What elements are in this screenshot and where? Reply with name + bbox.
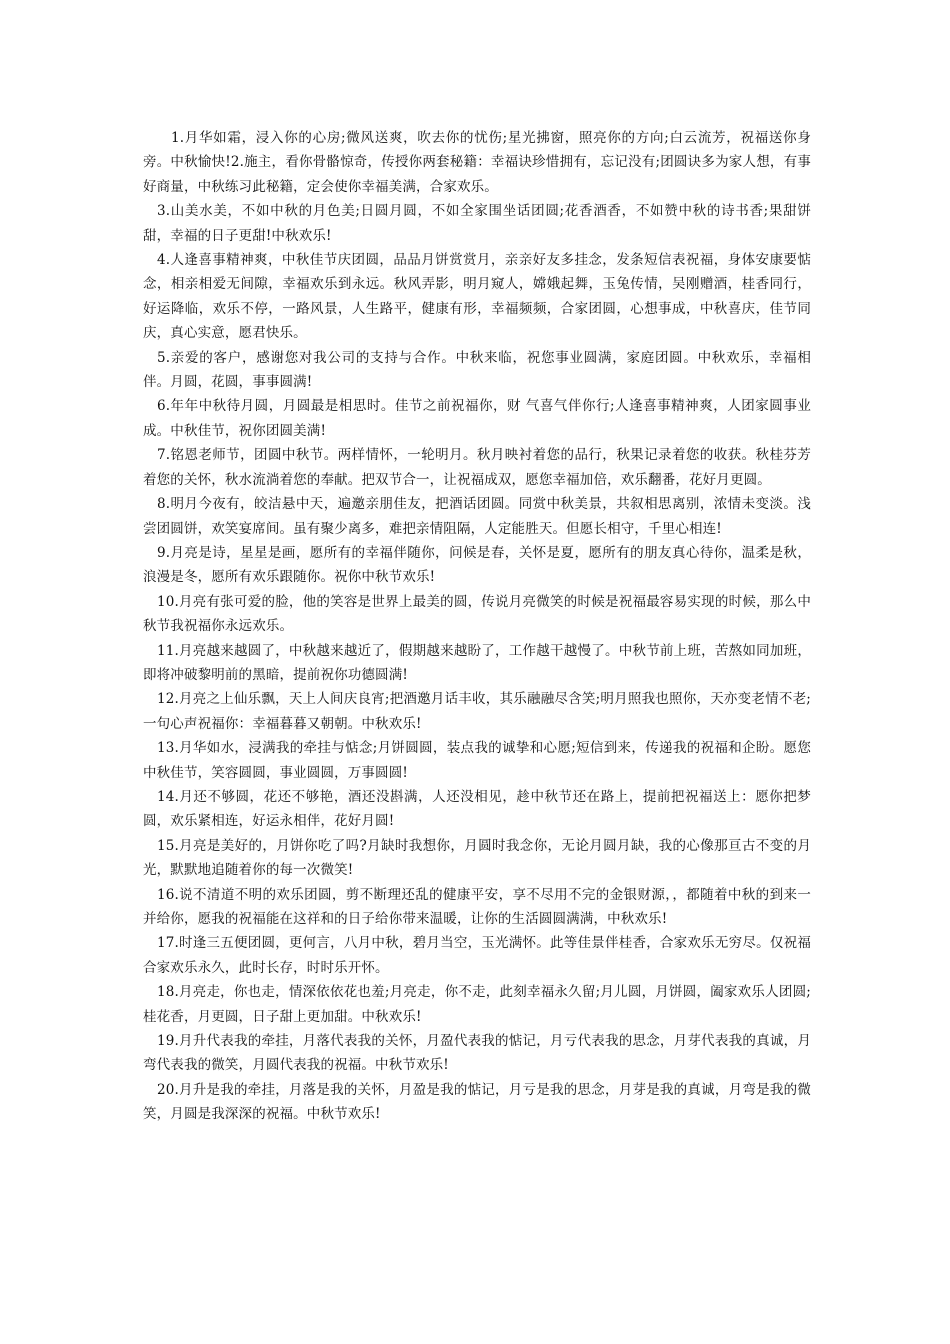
paragraph-3: 3.山美水美，不如中秋的月色美;日圆月圆，不如全家围坐话团圆;花香酒香，不如赞中秋的诗书香;果甜饼甜，幸福的日子更甜!中秋欢乐!: [143, 203, 811, 244]
paragraph-20: 20.月升是我的牵挂，月落是我的关怀，月盈是我的惦记，月亏是我的思念，月芽是我的真诚，月弯是我的微笑，月圆是我深深的祝福。中秋节欢乐!: [143, 1081, 811, 1123]
paragraph-4: 4.人逢喜事精神爽，中秋佳节庆团圆，品品月饼赏赏月，亲亲好友多挂念，发条短信表祝福，身体安康要惦念，相亲相爱无间隙，幸福欢乐到永远。秋风弄影，明月窥人，嫦娥起舞，玉兔传情，吴刚赠酒，桂香同行，好运降临，欢乐不停，一路风景，人生路平，健康有形，幸福频频，合家团圆，心想事成，中秋喜庆，佳节同庆，真心实意，愿君快乐。: [143, 252, 811, 342]
paragraph-10: 10.月亮有张可爱的脸，他的笑容是世界上最美的圆，传说月亮微笑的时候是祝福最容易实现的时候，那么中秋节我祝福你永远欢乐。: [143, 593, 811, 635]
paragraph-11: 11.月亮越来越圆了，中秋越来越近了，假期越来越盼了，工作越干越慢了。中秋节前上班，苦熬如同加班，即将冲破黎明前的黑暗，提前祝你功德圆满!: [143, 642, 811, 683]
paragraph-1: 1.月华如霜，浸入你的心房;微风送爽，吹去你的忧伤;星光拂窗，照亮你的方向;白云流芳，祝福送你身旁。中秋愉快!2.施主，看你骨骼惊奇，传授你两套秘籍：幸福诀珍惜拥有，忘记没有;团圆诀多为家人想，有事好商量，中秋练习此秘籍，定会使你幸福美满，合家欢乐。: [143, 130, 811, 195]
paragraph-16: 16.说不清道不明的欢乐团圆，剪不断理还乱的健康平安，享不尽用不完的金银财源，，都随着中秋的到来一并给你，愿我的祝福能在这祥和的日子给你带来温暖，让你的生活圆圆满满，中秋欢乐!: [143, 886, 811, 927]
paragraph-19: 19.月升代表我的牵挂，月落代表我的关怀，月盈代表我的惦记，月亏代表我的思念，月芽代表我的真诚，月弯代表我的微笑，月圆代表我的祝福。中秋节欢乐!: [143, 1033, 811, 1074]
paragraph-5: 5.亲爱的客户，感谢您对我公司的支持与合作。中秋来临，祝您事业圆满，家庭团圆。中秋欢乐，幸福相伴。月圆，花圆，事事圆满!: [143, 349, 811, 391]
paragraph-17: 17.时逢三五便团圆，更何言，八月中秋，碧月当空，玉光满怀。此等佳景伴桂香，合家欢乐无穷尽。仅祝福合家欢乐永久，此时长存，时时乐开怀。: [143, 935, 811, 976]
paragraph-9: 9.月亮是诗，星星是画，愿所有的幸福伴随你，问候是春，关怀是夏，愿所有的朋友真心待你，温柔是秋，浪漫是冬，愿所有欢乐跟随你。祝你中秋节欢乐!: [143, 544, 811, 586]
paragraph-8: 8.明月今夜有，皎洁悬中天，遍邀亲朋佳友，把酒话团圆。同赏中秋美景，共叙相思离别，浓情未变淡。浅尝团圆饼，欢笑宴席间。虽有聚少离多，难把亲情阻隔，人定能胜天。但愿长相守，千里心相连!: [143, 496, 811, 537]
paragraph-15: 15.月亮是美好的，月饼你吃了吗?月缺时我想你，月圆时我念你，无论月圆月缺，我的心像那亘古不变的月光，默默地追随着你的每一次微笑!: [143, 837, 811, 879]
paragraph-12: 12.月亮之上仙乐飘，天上人间庆良宵;把酒邀月话丰收，其乐融融尽含笑;明月照我也照你，天亦变老情不老;一句心声祝福你：幸福暮暮又朝朝。中秋欢乐!: [143, 691, 811, 732]
paragraph-7: 7.铭恩老师节，团圆中秋节。两样情怀，一轮明月。秋月映衬着您的品行，秋果记录着您的收获。秋桂芬芳着您的关怀，秋水流淌着您的奉献。把双节合一，让祝福成双，愿您幸福加倍，欢乐翻番，花好月更圆。: [143, 447, 811, 488]
paragraph-18: 18.月亮走，你也走，情深依依花也羞;月亮走，你不走，此刻幸福永久留;月儿圆，月饼圆，阖家欢乐人团圆;桂花香，月更圆，日子甜上更加甜。中秋欢乐!: [143, 984, 811, 1025]
paragraph-14: 14.月还不够圆，花还不够艳，酒还没斟满，人还没相见，趁中秋节还在路上，提前把祝福送上：愿你把梦圆，欢乐紧相连，好运永相伴，花好月圆!: [143, 788, 811, 830]
document-body: [143, 126, 811, 1127]
paragraph-13: 13.月华如水，浸满我的牵挂与惦念;月饼圆圆，装点我的诚挚和心愿;短信到来，传递我的祝福和企盼。愿您中秋佳节，笑容圆圆，事业圆圆，万事圆圆!: [143, 740, 811, 781]
paragraph-6: 6.年年中秋待月圆，月圆最是相思时。佳节之前祝福你，财 气喜气伴你行;人逢喜事精神爽，人团家圆事业成。中秋佳节，祝你团圆美满!: [143, 398, 811, 439]
